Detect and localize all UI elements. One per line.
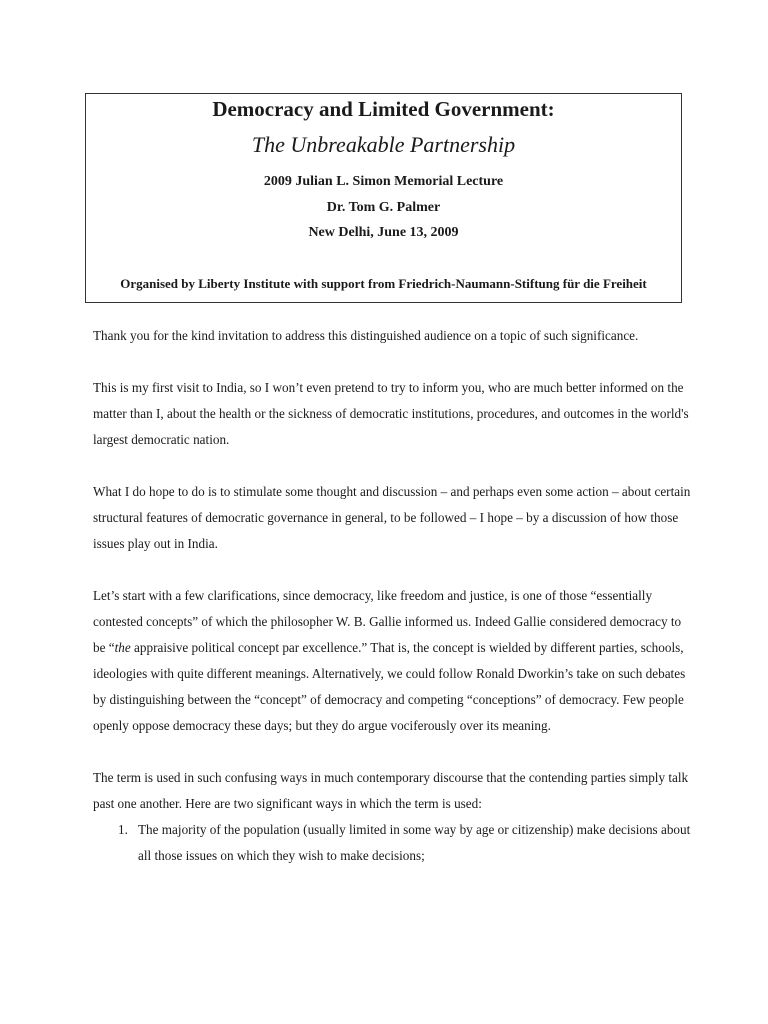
emphasis-the: the bbox=[114, 640, 131, 655]
numbered-list bbox=[93, 817, 693, 869]
place-date: New Delhi, June 13, 2009 bbox=[308, 225, 459, 240]
paragraph-4-part-a: Let’s start with a few clarifications, since democracy, like freedom and justice, is one of those “essentially contested concepts” of which the philosopher W. B. Gallie informed us. Indeed Gallie considered democracy to be “ bbox=[93, 588, 682, 655]
document-subtitle: The Unbreakable Partnership bbox=[251, 132, 516, 157]
body-text bbox=[93, 323, 693, 869]
paragraph-4 bbox=[93, 583, 693, 739]
list-item-text: The majority of the population (usually limited in some way by age or citizenship) make decisions about all those issues on which they wish to make decisions; bbox=[138, 822, 691, 863]
paragraph-2: This is my first visit to India, so I won’t even pretend to try to inform you, who are much better informed on the matter than I, about the health or the sickness of democratic institutions, procedures, and outcomes in the world's largest democratic nation. bbox=[93, 380, 689, 447]
paragraph-1: Thank you for the kind invitation to address this distinguished audience on a topic of such significance. bbox=[93, 328, 639, 343]
document-title: Democracy and Limited Government: bbox=[212, 97, 555, 121]
organiser-line: Organised by Liberty Institute with support from Friedrich-Naumann-Stiftung für die Freiheit bbox=[120, 276, 647, 291]
paragraph-4-part-b: appraisive political concept par excellence.” That is, the concept is wielded by different parties, schools, ideologies with quite different meanings. Alternatively, we could follow Ronald Dworkin’s take on such debates by distinguishing between the “concept” of democracy and competing “conceptions” of democracy. Few people openly oppose democracy these days; but they do argue vociferously over its meaning. bbox=[93, 640, 686, 733]
title-box bbox=[85, 93, 682, 303]
list-item-number: 1. bbox=[118, 822, 128, 837]
list-item bbox=[93, 817, 693, 869]
author-name: Dr. Tom G. Palmer bbox=[326, 200, 441, 215]
paragraph-3: What I do hope to do is to stimulate some thought and discussion – and perhaps even some action – about certain structural features of democratic governance in general, to be followed – I hope – by a discussion of how those issues play out in India. bbox=[93, 484, 691, 551]
paragraph-5: The term is used in such confusing ways in much contemporary discourse that the contending parties simply talk past one another. Here are two significant ways in which the term is used: bbox=[93, 770, 689, 811]
lecture-name: 2009 Julian L. Simon Memorial Lecture bbox=[263, 174, 504, 189]
